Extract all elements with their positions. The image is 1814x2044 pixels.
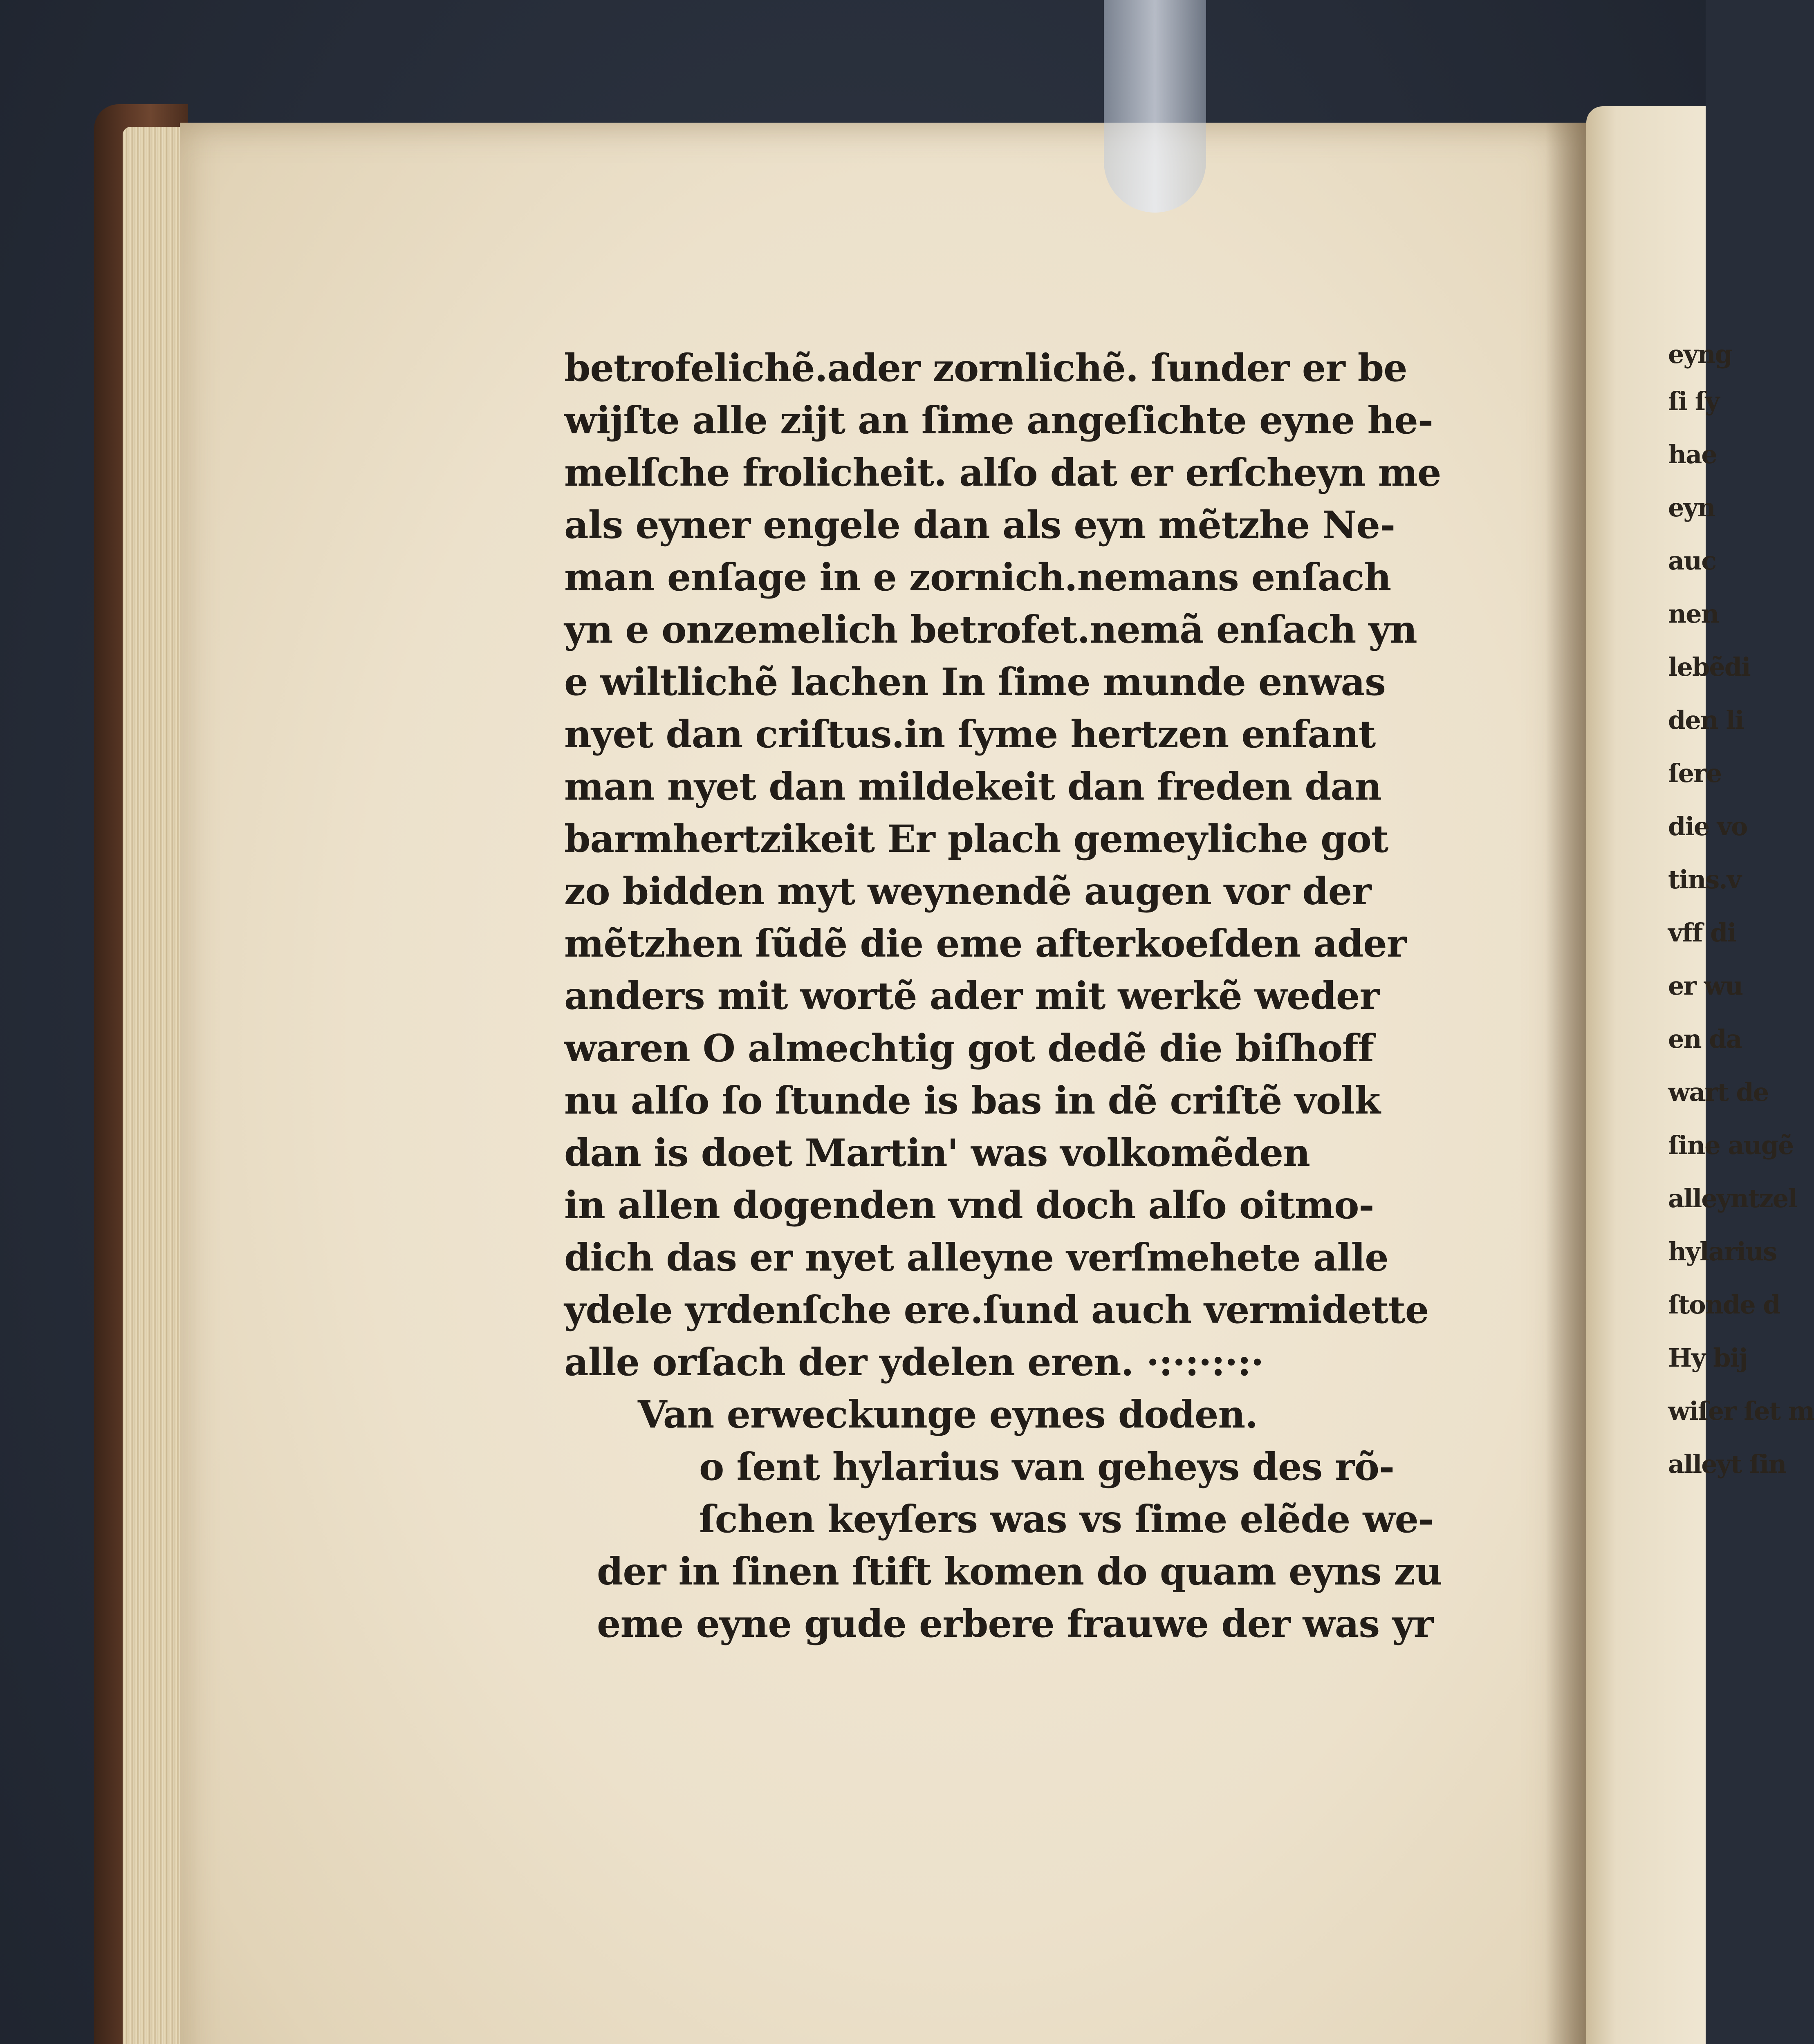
text-line: mẽtzhen ſũdẽ die eme afterkoeſden ader — [564, 921, 1406, 966]
text-line: waren O almechtig got dedẽ die biſhoff — [564, 1026, 1374, 1070]
text-line: ydele yrdenſche ere.ſund auch vermidette — [564, 1288, 1429, 1332]
recto-text-fragment: eyng — [1668, 339, 1732, 369]
text-line: als eyner engele dan als eyn mẽtzhe Ne- — [564, 503, 1395, 547]
recto-text-fragment: ſine augẽ — [1668, 1130, 1794, 1160]
section-heading: Van erweckunge eynes doden. — [638, 1392, 1258, 1437]
recto-text-fragment: auc — [1668, 546, 1716, 576]
recto-text-fragment: ſere — [1668, 758, 1722, 788]
text-line: dich das er nyet alleyne verſmehete alle — [564, 1235, 1388, 1280]
text-line: man enſage in e zornich.nemans enſach — [564, 555, 1391, 599]
recto-text-fragment: lebẽdi — [1668, 652, 1750, 682]
text-line: barmhertzikeit Er plach gemeyliche got — [564, 817, 1388, 861]
text-line: nyet dan criſtus.in ſyme hertzen enfant — [564, 712, 1376, 756]
text-line: der in ſinen ſtift komen do quam eyns zu — [597, 1549, 1442, 1594]
recto-text-fragment: ſtonde d — [1668, 1290, 1780, 1320]
recto-text-fragment: er wu — [1668, 971, 1743, 1001]
recto-text-fragment: hylarius — [1668, 1237, 1777, 1266]
text-line: yn e onzemelich betrofet.nemã enſach yn — [564, 607, 1417, 652]
recto-text-fragment: hae — [1668, 439, 1717, 469]
text-line: anders mit wortẽ ader mit werkẽ weder — [564, 974, 1379, 1018]
recto-text-fragment: en da — [1668, 1024, 1742, 1054]
text-line: wijſte alle zijt an ſime angeſichte eyne he- — [564, 398, 1433, 442]
recto-text-fragment: alleyntzel — [1668, 1183, 1797, 1213]
text-line: alle orſach der ydelen eren. ·:·:·:·:· — [564, 1340, 1264, 1384]
recto-text-fragment: wiſer ſet m — [1668, 1396, 1814, 1426]
recto-text-fragment: tins.v — [1668, 865, 1741, 894]
text-line: ſchen keyſers was vs ſime elẽde we- — [699, 1497, 1434, 1541]
recto-text-fragment: den li — [1668, 705, 1744, 735]
text-line: dan is doet Martin' was volkomẽden — [564, 1131, 1310, 1175]
text-line: in allen dogenden vnd doch alſo oitmo- — [564, 1183, 1374, 1227]
recto-text-fragment: nen — [1668, 599, 1719, 629]
recto-text-fragment: eyn — [1668, 493, 1715, 522]
text-line: man nyet dan mildekeit dan freden dan — [564, 764, 1382, 809]
recto-text-fragment: die vo — [1668, 811, 1747, 841]
text-line: o ſent hylarius van geheys des rõ- — [699, 1445, 1395, 1489]
text-line: zo bidden myt weynendẽ augen vor der — [564, 869, 1371, 913]
text-line: melſche frolicheit. alſo dat er erſcheyn me — [564, 450, 1441, 495]
text-line: betrofelichẽ.ader zornlichẽ. ſunder er be — [564, 346, 1407, 390]
recto-text-fragment: ſi ſy — [1668, 386, 1719, 416]
text-line: nu alſo ſo ſtunde is bas in dẽ criſtẽ volk — [564, 1078, 1380, 1123]
recto-text-fragment: Hy bij — [1668, 1343, 1747, 1373]
text-line: e wiltlichẽ lachen In ſime munde enwas — [564, 660, 1386, 704]
recto-text-fragment: alleyt ſin — [1668, 1449, 1786, 1479]
page-clamp-top — [1104, 0, 1206, 213]
text-line: eme eyne gude erbere frauwe der was yr — [597, 1602, 1433, 1646]
recto-text-fragment: vff di — [1668, 918, 1736, 948]
recto-text-fragment: wart de — [1668, 1077, 1769, 1107]
